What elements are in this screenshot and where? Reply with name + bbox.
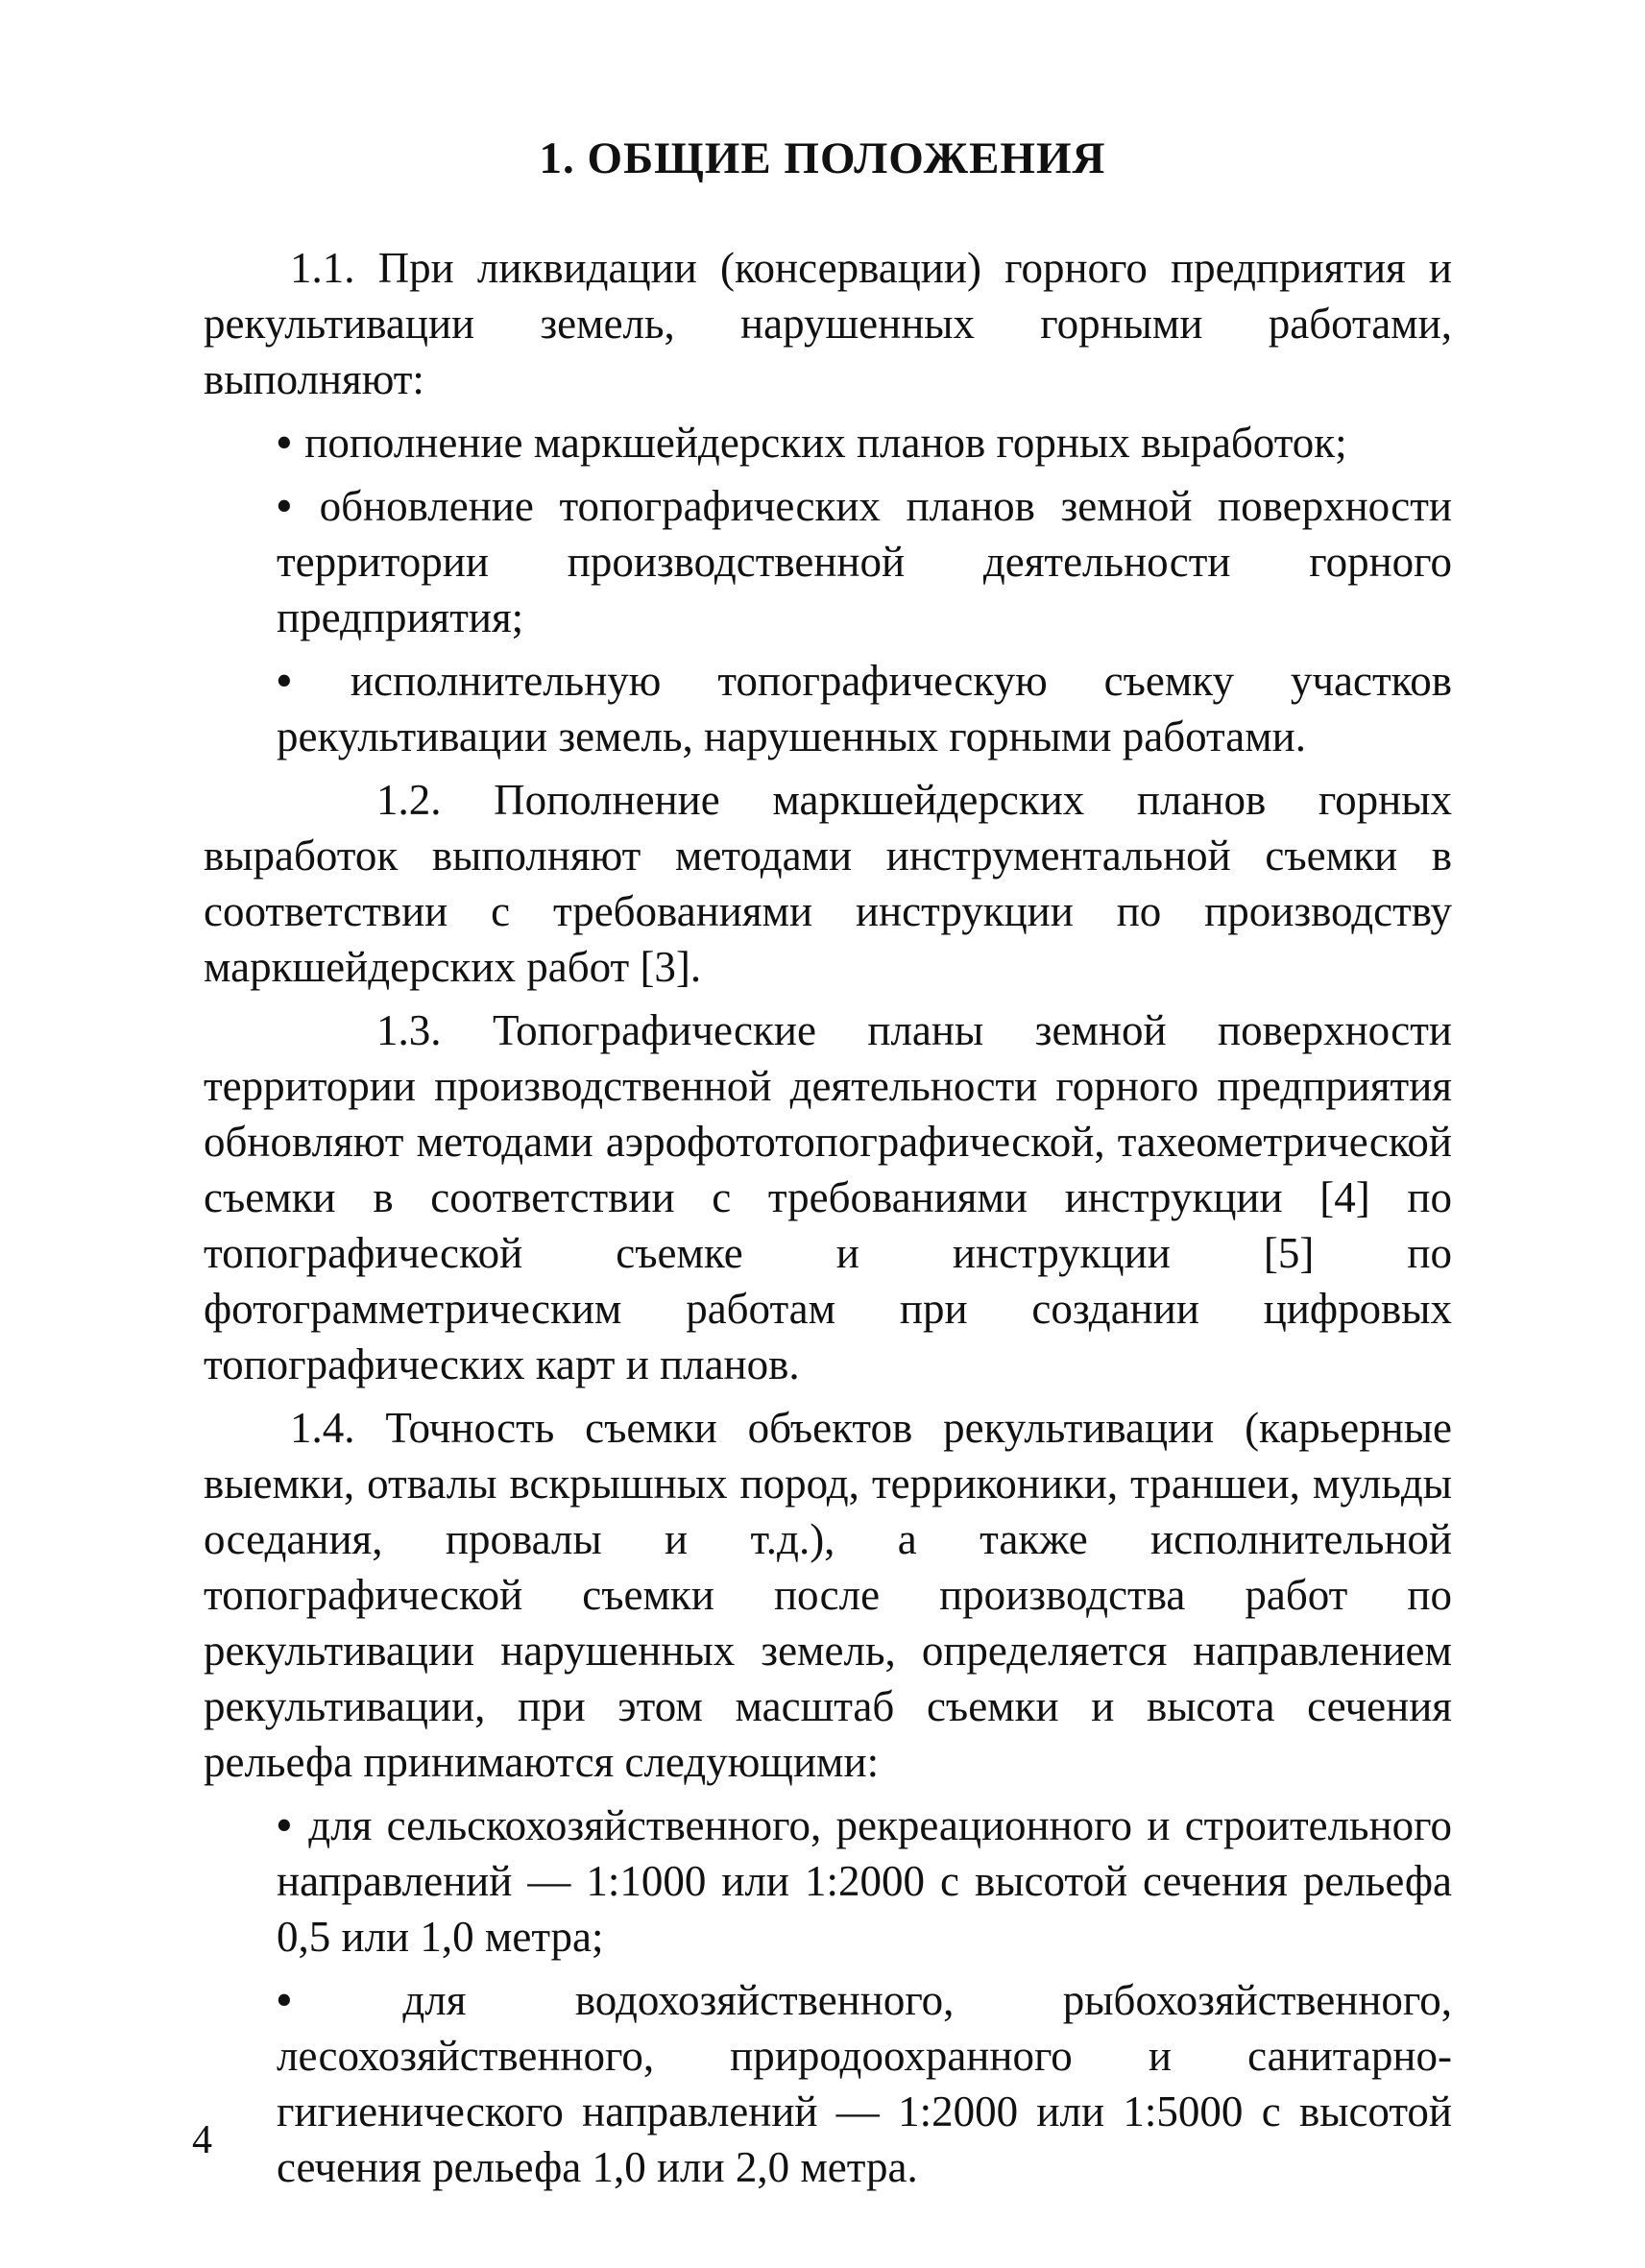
bullet-item xyxy=(277,478,1452,645)
page-number: 4 xyxy=(192,2118,212,2162)
bullet-text: для сельскохозяйственного, рекреационного и строительного направлений — 1:1000 или 1:2000 с высотой сечения рельефа 0,5 или 1,0 метра; xyxy=(277,1801,1452,1961)
paragraph-1-3: 1.3. Топографические планы земной поверхности территории производственной деятельности горного предприятия обновляют методами аэрофототопографической, тахеометрической съемки в соответствии с требованиями инструкции [4] по топографической съемке и инструкции [5] по фотограмметрическим работам при создании цифровых топографических карт и планов. xyxy=(204,1006,1452,1388)
bullet-item xyxy=(277,415,1452,470)
bullet-icon: • xyxy=(277,482,292,530)
bullet-icon: • xyxy=(277,657,292,705)
bullet-text: обновление топографических планов земной поверхности территории производственной деятельности горного предприятия; xyxy=(277,482,1453,641)
bullet-item xyxy=(277,1798,1452,1965)
bullet-icon: • xyxy=(277,419,292,467)
bullet-item xyxy=(277,1972,1452,2195)
bullet-text: для водохозяйственного, рыбохозяйственного, лесохозяйственного, природоохранного и санитарно-гигиенического направлений — 1:2000 или 1:5000 с высотой сечения рельефа 1,0 или 2,0 метра. xyxy=(277,1976,1453,2191)
paragraph-1-4: 1.4. Точность съемки объектов рекультивации (карьерные выемки, отвалы вскрышных пород, терриконики, траншеи, мульды оседания, провалы и т.д.), а также исполнительной топографической съемки после производства работ по рекультивации нарушенных земель, определяется направлением рекультивации, при этом масштаб съемки и высота сечения рельефа принимаются следующими: xyxy=(204,1404,1452,1786)
body-text xyxy=(204,240,1452,2195)
paragraph-1-1: 1.1. При ликвидации (консервации) горного предприятия и рекультивации земель, нарушенных горными работами, выполняют: xyxy=(204,244,1452,403)
bullet-text: пополнение маркшейдерских планов горных выработок; xyxy=(304,419,1347,467)
section-title: 1. ОБЩИЕ ПОЛОЖЕНИЯ xyxy=(539,133,1106,183)
bullet-item xyxy=(277,653,1452,764)
bullet-text: исполнительную топографическую съемку участков рекультивации земель, нарушенных горными работами. xyxy=(277,657,1452,760)
bullet-icon: • xyxy=(277,1976,292,2024)
paragraph-1-2: 1.2. Пополнение маркшейдерских планов горных выработок выполняют методами инструментальной съемки в соответствии с требованиями инструкции по производству маркшейдерских работ [3]. xyxy=(204,776,1452,991)
bullet-icon: • xyxy=(277,1801,292,1849)
